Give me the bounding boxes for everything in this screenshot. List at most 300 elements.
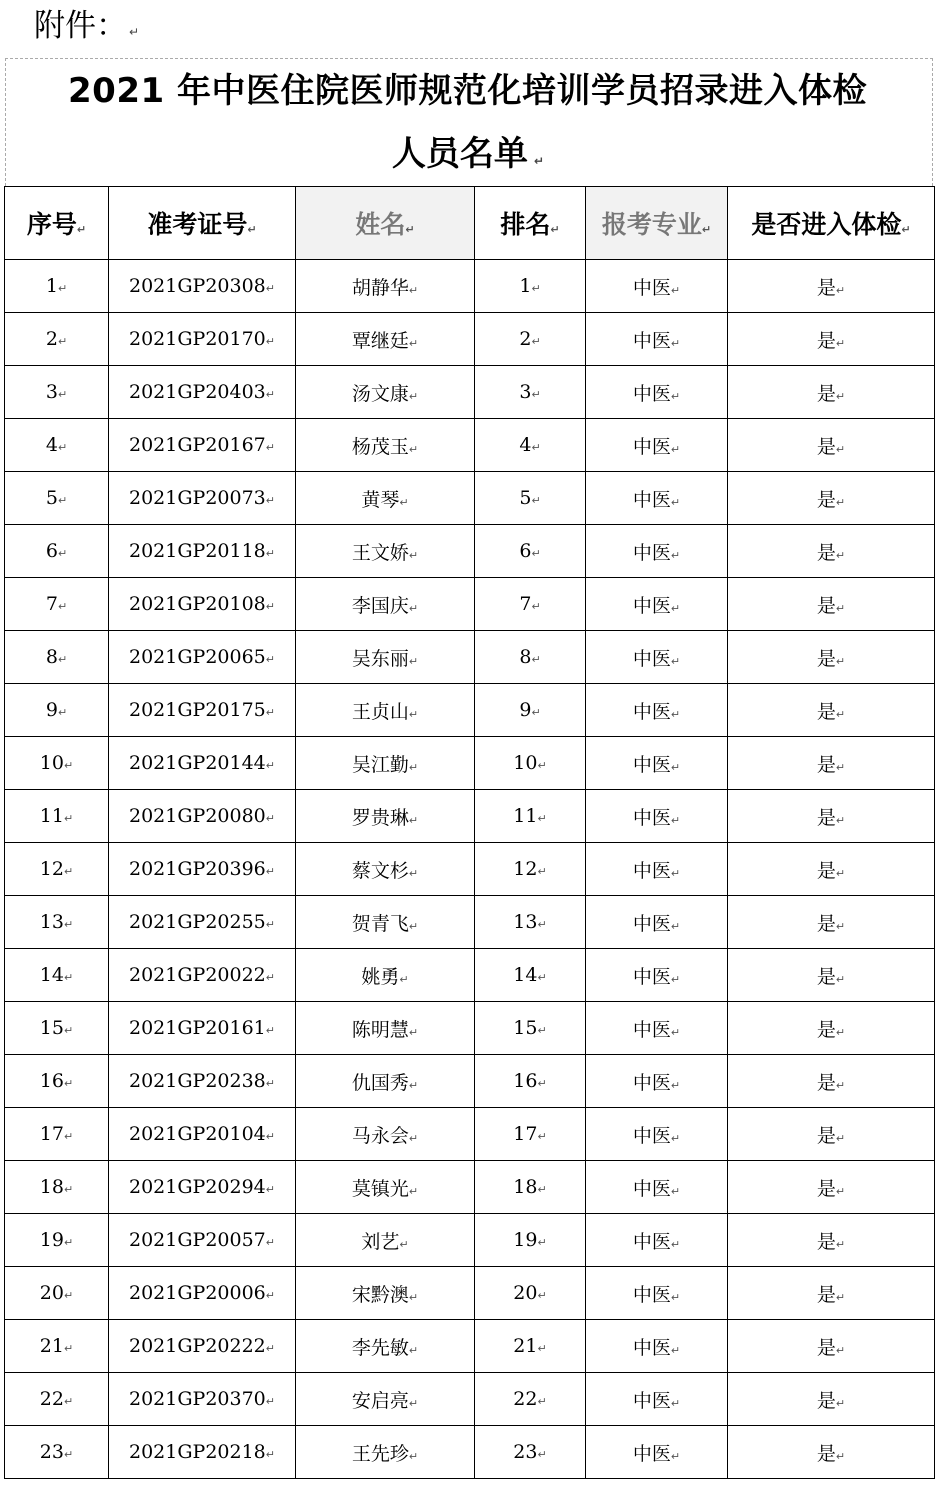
cell-rank xyxy=(475,366,586,419)
cell-mark-icon: ↵ xyxy=(670,1290,681,1304)
cell-name-value: 李先敏 xyxy=(351,1336,409,1359)
cell-serial xyxy=(5,1320,109,1373)
cell-rank xyxy=(475,1002,586,1055)
cell-name xyxy=(296,1002,475,1055)
cell-serial xyxy=(5,1108,109,1161)
cell-mark-icon: ↵ xyxy=(265,1236,275,1249)
cell-mark-icon: ↵ xyxy=(408,283,419,297)
cell-serial xyxy=(5,1055,109,1108)
cell-physical-exam-value: 是 xyxy=(816,700,836,723)
cell-major xyxy=(586,1161,728,1214)
table-row xyxy=(5,949,935,1002)
cell-exam-id xyxy=(109,419,296,472)
header-major xyxy=(586,187,728,260)
cell-major xyxy=(586,949,728,1002)
cell-rank-value: 16 xyxy=(513,1070,538,1092)
cell-mark-icon: ↵ xyxy=(57,600,68,613)
paragraph-mark-icon: ↵ xyxy=(129,25,140,39)
cell-major-value: 中医 xyxy=(632,1018,671,1041)
cell-exam-id xyxy=(109,896,296,949)
cell-name xyxy=(296,1214,475,1267)
cell-mark-icon: ↵ xyxy=(670,1131,681,1145)
cell-exam-id xyxy=(109,1055,296,1108)
cell-mark-icon: ↵ xyxy=(63,865,74,878)
cell-physical-exam xyxy=(728,578,935,631)
cell-exam-id xyxy=(109,313,296,366)
cell-serial-value: 17 xyxy=(39,1123,64,1145)
cell-physical-exam xyxy=(728,1002,935,1055)
cell-mark-icon: ↵ xyxy=(408,442,419,456)
cell-physical-exam xyxy=(728,313,935,366)
header-serial-label: 序号 xyxy=(26,210,77,239)
table-row xyxy=(5,419,935,472)
cell-rank xyxy=(475,472,586,525)
table-row xyxy=(5,366,935,419)
cell-mark-icon: ↵ xyxy=(247,223,257,236)
cell-serial xyxy=(5,313,109,366)
cell-physical-exam xyxy=(728,790,935,843)
cell-name-value: 罗贵琳 xyxy=(351,806,409,829)
cell-mark-icon: ↵ xyxy=(265,600,275,613)
cell-name-value: 王贞山 xyxy=(351,700,409,723)
cell-exam-id-value: 2021GP20104 xyxy=(129,1123,266,1145)
cell-mark-icon: ↵ xyxy=(265,547,275,560)
cell-mark-icon: ↵ xyxy=(835,813,846,827)
cell-major xyxy=(586,1267,728,1320)
cell-name xyxy=(296,1320,475,1373)
cell-serial-value: 19 xyxy=(39,1229,64,1251)
cell-rank-value: 4 xyxy=(519,434,532,456)
cell-major-value: 中医 xyxy=(632,912,671,935)
cell-mark-icon: ↵ xyxy=(265,1448,275,1461)
cell-physical-exam-value: 是 xyxy=(816,1177,836,1200)
cell-major-value: 中医 xyxy=(632,1336,671,1359)
cell-physical-exam-value: 是 xyxy=(816,541,836,564)
cell-major xyxy=(586,578,728,631)
cell-name xyxy=(296,1055,475,1108)
cell-physical-exam-value: 是 xyxy=(816,806,836,829)
cell-mark-icon: ↵ xyxy=(265,1342,275,1355)
cell-rank-value: 9 xyxy=(519,699,532,721)
cell-mark-icon: ↵ xyxy=(408,1184,419,1198)
cell-name-value: 姚勇 xyxy=(361,965,400,988)
cell-rank-value: 20 xyxy=(513,1282,538,1304)
cell-mark-icon: ↵ xyxy=(265,1024,275,1037)
cell-rank xyxy=(475,1161,586,1214)
cell-rank-value: 22 xyxy=(513,1388,538,1410)
cell-physical-exam-value: 是 xyxy=(816,1336,836,1359)
cell-physical-exam xyxy=(728,366,935,419)
cell-mark-icon: ↵ xyxy=(537,1130,547,1143)
cell-name xyxy=(296,684,475,737)
cell-exam-id xyxy=(109,1320,296,1373)
cell-mark-icon: ↵ xyxy=(531,600,541,613)
cell-exam-id-value: 2021GP20218 xyxy=(129,1441,266,1463)
cell-mark-icon: ↵ xyxy=(537,759,547,772)
cell-exam-id-value: 2021GP20057 xyxy=(129,1229,266,1251)
header-major-label: 报考专业 xyxy=(601,210,702,239)
cell-mark-icon: ↵ xyxy=(408,389,419,403)
cell-mark-icon: ↵ xyxy=(835,919,846,933)
cell-physical-exam-value: 是 xyxy=(816,276,836,299)
attachment-label xyxy=(34,2,139,50)
cell-major-value: 中医 xyxy=(632,806,671,829)
cell-mark-icon: ↵ xyxy=(670,707,681,721)
cell-serial xyxy=(5,1373,109,1426)
cell-rank-value: 8 xyxy=(519,646,532,668)
cell-mark-icon: ↵ xyxy=(531,335,541,348)
cell-physical-exam xyxy=(728,1426,935,1479)
cell-serial xyxy=(5,419,109,472)
cell-mark-icon: ↵ xyxy=(537,918,547,931)
cell-mark-icon: ↵ xyxy=(265,441,275,454)
cell-exam-id xyxy=(109,843,296,896)
cell-mark-icon: ↵ xyxy=(408,707,419,721)
cell-mark-icon: ↵ xyxy=(57,653,68,666)
cell-exam-id-value: 2021GP20308 xyxy=(129,275,266,297)
cell-exam-id xyxy=(109,949,296,1002)
cell-rank-value: 10 xyxy=(513,752,538,774)
cell-name-value: 王先珍 xyxy=(351,1442,409,1465)
cell-name xyxy=(296,313,475,366)
table-row xyxy=(5,313,935,366)
cell-mark-icon: ↵ xyxy=(835,601,846,615)
cell-major-value: 中医 xyxy=(632,965,671,988)
cell-mark-icon: ↵ xyxy=(670,442,681,456)
cell-mark-icon: ↵ xyxy=(835,336,846,350)
cell-serial xyxy=(5,1161,109,1214)
cell-exam-id-value: 2021GP20006 xyxy=(129,1282,266,1304)
cell-mark-icon: ↵ xyxy=(399,495,409,509)
header-rank-label: 排名 xyxy=(500,210,551,239)
cell-exam-id xyxy=(109,1267,296,1320)
cell-name-value: 刘艺 xyxy=(361,1230,400,1253)
cell-name xyxy=(296,1108,475,1161)
cell-mark-icon: ↵ xyxy=(670,1078,681,1092)
cell-physical-exam-value: 是 xyxy=(816,488,836,511)
cell-rank xyxy=(475,578,586,631)
cell-major xyxy=(586,1320,728,1373)
cell-exam-id xyxy=(109,260,296,313)
cell-mark-icon: ↵ xyxy=(835,1078,846,1092)
cell-name xyxy=(296,843,475,896)
cell-serial-value: 2 xyxy=(45,328,58,350)
cell-mark-icon: ↵ xyxy=(265,1130,275,1143)
cell-name xyxy=(296,1267,475,1320)
cell-physical-exam xyxy=(728,1373,935,1426)
table-row xyxy=(5,1267,935,1320)
cell-name-value: 吴东丽 xyxy=(351,647,409,670)
cell-mark-icon: ↵ xyxy=(57,335,68,348)
cell-exam-id xyxy=(109,790,296,843)
cell-mark-icon: ↵ xyxy=(63,1077,74,1090)
cell-major xyxy=(586,1108,728,1161)
cell-exam-id-value: 2021GP20403 xyxy=(129,381,266,403)
cell-name xyxy=(296,419,475,472)
cell-major-value: 中医 xyxy=(632,435,671,458)
cell-serial xyxy=(5,631,109,684)
cell-serial xyxy=(5,525,109,578)
cell-name xyxy=(296,472,475,525)
cell-mark-icon: ↵ xyxy=(399,972,409,986)
cell-physical-exam xyxy=(728,737,935,790)
cell-rank xyxy=(475,1426,586,1479)
cell-mark-icon: ↵ xyxy=(63,1236,74,1249)
cell-exam-id-value: 2021GP20396 xyxy=(129,858,266,880)
cell-serial xyxy=(5,1214,109,1267)
cell-rank-value: 21 xyxy=(513,1335,538,1357)
cell-exam-id xyxy=(109,684,296,737)
cell-mark-icon: ↵ xyxy=(265,1289,275,1302)
cell-rank xyxy=(475,949,586,1002)
cell-mark-icon: ↵ xyxy=(265,1077,275,1090)
cell-physical-exam xyxy=(728,1320,935,1373)
header-name-label: 姓名 xyxy=(355,210,406,239)
cell-mark-icon: ↵ xyxy=(835,548,846,562)
cell-rank xyxy=(475,790,586,843)
cell-mark-icon: ↵ xyxy=(408,1078,419,1092)
cell-exam-id-value: 2021GP20370 xyxy=(129,1388,266,1410)
cell-name-value: 胡静华 xyxy=(351,276,409,299)
cell-name xyxy=(296,1426,475,1479)
table-row xyxy=(5,1161,935,1214)
cell-serial-value: 18 xyxy=(39,1176,64,1198)
cell-mark-icon: ↵ xyxy=(408,548,419,562)
cell-serial xyxy=(5,578,109,631)
cell-mark-icon: ↵ xyxy=(408,760,419,774)
header-exam-id-label: 准考证号 xyxy=(147,210,248,239)
cell-exam-id xyxy=(109,1161,296,1214)
cell-mark-icon: ↵ xyxy=(63,1183,74,1196)
cell-rank xyxy=(475,843,586,896)
cell-physical-exam xyxy=(728,843,935,896)
cell-mark-icon: ↵ xyxy=(835,1449,846,1463)
cell-rank-value: 7 xyxy=(519,593,532,615)
cell-serial-value: 16 xyxy=(39,1070,64,1092)
table-row xyxy=(5,1055,935,1108)
cell-mark-icon: ↵ xyxy=(63,1130,74,1143)
cell-mark-icon: ↵ xyxy=(63,971,74,984)
cell-mark-icon: ↵ xyxy=(57,282,68,295)
cell-major xyxy=(586,631,728,684)
cell-major xyxy=(586,684,728,737)
cell-mark-icon: ↵ xyxy=(670,389,681,403)
cell-major xyxy=(586,790,728,843)
cell-major xyxy=(586,525,728,578)
cell-name-value: 蔡文杉 xyxy=(351,859,409,882)
cell-physical-exam xyxy=(728,1267,935,1320)
cell-name xyxy=(296,260,475,313)
cell-major-value: 中医 xyxy=(632,488,671,511)
cell-mark-icon: ↵ xyxy=(670,1343,681,1357)
document-title-line2-text: 人员名单 xyxy=(391,134,528,174)
cell-mark-icon: ↵ xyxy=(408,1290,419,1304)
cell-mark-icon: ↵ xyxy=(531,706,541,719)
cell-name-value: 覃继廷 xyxy=(351,329,409,352)
table-row xyxy=(5,1373,935,1426)
cell-mark-icon: ↵ xyxy=(405,223,415,236)
cell-name xyxy=(296,737,475,790)
cell-rank-value: 12 xyxy=(513,858,538,880)
table-row xyxy=(5,843,935,896)
cell-physical-exam xyxy=(728,684,935,737)
cell-mark-icon: ↵ xyxy=(408,1343,419,1357)
cell-name-value: 陈明慧 xyxy=(351,1018,409,1041)
cell-name xyxy=(296,631,475,684)
cell-major xyxy=(586,1214,728,1267)
cell-rank xyxy=(475,631,586,684)
candidate-table xyxy=(4,186,935,1479)
cell-mark-icon: ↵ xyxy=(76,223,87,236)
cell-major-value: 中医 xyxy=(632,329,671,352)
table-row xyxy=(5,790,935,843)
cell-serial-value: 7 xyxy=(45,593,58,615)
cell-physical-exam xyxy=(728,419,935,472)
cell-mark-icon: ↵ xyxy=(670,919,681,933)
cell-serial-value: 11 xyxy=(39,805,64,827)
cell-serial-value: 9 xyxy=(45,699,58,721)
cell-major-value: 中医 xyxy=(632,859,671,882)
cell-serial-value: 4 xyxy=(45,434,58,456)
table-row xyxy=(5,896,935,949)
table-row xyxy=(5,472,935,525)
cell-mark-icon: ↵ xyxy=(265,971,275,984)
cell-exam-id-value: 2021GP20065 xyxy=(129,646,266,668)
cell-mark-icon: ↵ xyxy=(408,601,419,615)
cell-serial-value: 1 xyxy=(45,275,58,297)
cell-mark-icon: ↵ xyxy=(265,706,275,719)
cell-mark-icon: ↵ xyxy=(835,1184,846,1198)
cell-mark-icon: ↵ xyxy=(835,283,846,297)
cell-physical-exam xyxy=(728,949,935,1002)
cell-major-value: 中医 xyxy=(632,594,671,617)
table-row xyxy=(5,684,935,737)
cell-mark-icon: ↵ xyxy=(408,1396,419,1410)
cell-rank-value: 14 xyxy=(513,964,538,986)
cell-mark-icon: ↵ xyxy=(835,495,846,509)
header-rank xyxy=(475,187,586,260)
table-row xyxy=(5,737,935,790)
cell-mark-icon: ↵ xyxy=(537,1077,547,1090)
cell-mark-icon: ↵ xyxy=(265,1183,275,1196)
cell-exam-id-value: 2021GP20167 xyxy=(129,434,266,456)
cell-mark-icon: ↵ xyxy=(537,1183,547,1196)
cell-rank xyxy=(475,260,586,313)
cell-major xyxy=(586,737,728,790)
cell-major-value: 中医 xyxy=(632,382,671,405)
cell-rank xyxy=(475,896,586,949)
cell-mark-icon: ↵ xyxy=(265,494,275,507)
cell-mark-icon: ↵ xyxy=(63,812,74,825)
cell-mark-icon: ↵ xyxy=(531,494,541,507)
cell-name-value: 仇国秀 xyxy=(351,1071,409,1094)
cell-rank-value: 2 xyxy=(519,328,532,350)
cell-physical-exam-value: 是 xyxy=(816,1442,836,1465)
cell-name xyxy=(296,896,475,949)
cell-exam-id xyxy=(109,1426,296,1479)
cell-mark-icon: ↵ xyxy=(670,1449,681,1463)
cell-name-value: 安启亮 xyxy=(351,1389,409,1412)
table-row xyxy=(5,631,935,684)
cell-major-value: 中医 xyxy=(632,276,671,299)
cell-name xyxy=(296,1161,475,1214)
cell-exam-id xyxy=(109,472,296,525)
cell-mark-icon: ↵ xyxy=(265,1395,275,1408)
cell-major xyxy=(586,1055,728,1108)
cell-mark-icon: ↵ xyxy=(63,1342,74,1355)
cell-serial-value: 21 xyxy=(39,1335,64,1357)
cell-mark-icon: ↵ xyxy=(63,759,74,772)
cell-physical-exam xyxy=(728,260,935,313)
cell-mark-icon: ↵ xyxy=(537,1289,547,1302)
cell-serial xyxy=(5,896,109,949)
cell-mark-icon: ↵ xyxy=(265,865,275,878)
cell-physical-exam xyxy=(728,1055,935,1108)
table-row xyxy=(5,1108,935,1161)
cell-physical-exam-value: 是 xyxy=(816,594,836,617)
cell-mark-icon: ↵ xyxy=(835,866,846,880)
cell-major-value: 中医 xyxy=(632,700,671,723)
cell-name xyxy=(296,366,475,419)
cell-rank-value: 19 xyxy=(513,1229,538,1251)
cell-mark-icon: ↵ xyxy=(537,865,547,878)
cell-major xyxy=(586,843,728,896)
cell-mark-icon: ↵ xyxy=(835,654,846,668)
cell-exam-id-value: 2021GP20108 xyxy=(129,593,266,615)
cell-physical-exam xyxy=(728,525,935,578)
table-row xyxy=(5,260,935,313)
cell-serial xyxy=(5,472,109,525)
cell-physical-exam-value: 是 xyxy=(816,965,836,988)
cell-mark-icon: ↵ xyxy=(537,1236,547,1249)
cell-serial xyxy=(5,1002,109,1055)
cell-rank-value: 11 xyxy=(513,805,538,827)
cell-serial xyxy=(5,260,109,313)
cell-mark-icon: ↵ xyxy=(835,1343,846,1357)
cell-mark-icon: ↵ xyxy=(835,442,846,456)
cell-exam-id xyxy=(109,1108,296,1161)
cell-major xyxy=(586,1002,728,1055)
cell-rank-value: 6 xyxy=(519,540,532,562)
cell-mark-icon: ↵ xyxy=(265,388,275,401)
cell-exam-id-value: 2021GP20118 xyxy=(129,540,266,562)
cell-mark-icon: ↵ xyxy=(670,760,681,774)
cell-serial-value: 13 xyxy=(39,911,64,933)
cell-exam-id-value: 2021GP20022 xyxy=(129,964,266,986)
table-row xyxy=(5,1214,935,1267)
header-serial xyxy=(5,187,109,260)
cell-serial xyxy=(5,1426,109,1479)
cell-serial-value: 12 xyxy=(39,858,64,880)
cell-rank-value: 1 xyxy=(519,275,532,297)
cell-physical-exam-value: 是 xyxy=(816,1283,836,1306)
cell-mark-icon: ↵ xyxy=(670,972,681,986)
document-title-line2 xyxy=(0,128,936,180)
cell-physical-exam xyxy=(728,472,935,525)
cell-mark-icon: ↵ xyxy=(670,1396,681,1410)
cell-major xyxy=(586,896,728,949)
cell-mark-icon: ↵ xyxy=(265,653,275,666)
cell-major xyxy=(586,1373,728,1426)
cell-rank xyxy=(475,684,586,737)
cell-name-value: 宋黔澳 xyxy=(351,1283,409,1306)
cell-exam-id xyxy=(109,366,296,419)
cell-major-value: 中医 xyxy=(632,753,671,776)
cell-exam-id xyxy=(109,737,296,790)
cell-physical-exam xyxy=(728,631,935,684)
cell-mark-icon: ↵ xyxy=(670,601,681,615)
header-name xyxy=(296,187,475,260)
